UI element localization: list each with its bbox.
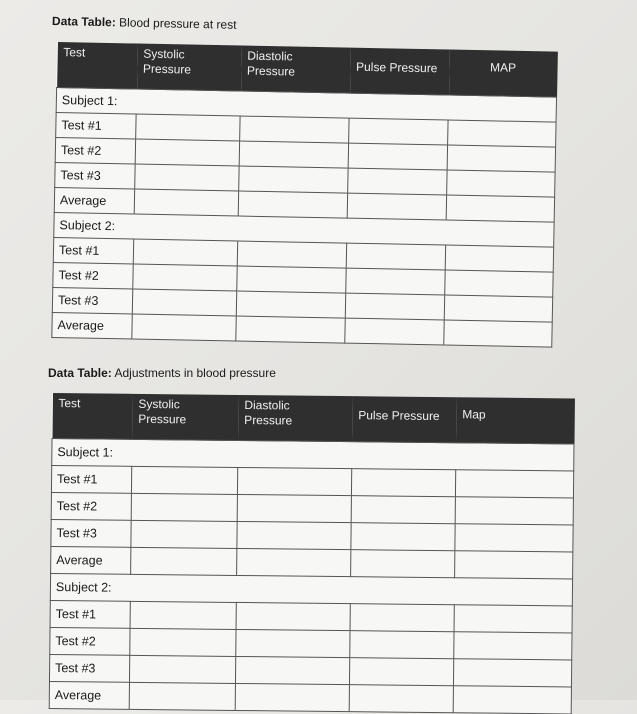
row-label: Test #2 (55, 137, 135, 164)
data-entry-cell[interactable] (455, 551, 573, 579)
data-entry-cell[interactable] (348, 168, 447, 195)
caption-2-bold: Data Table: (48, 366, 112, 380)
header-row (52, 393, 574, 444)
caption-1-bold: Data Table: (51, 14, 116, 30)
column-header: Systolic Pressure (132, 394, 238, 441)
data-entry-cell[interactable] (131, 547, 237, 575)
row-label: Test #1 (51, 466, 131, 494)
data-entry-cell[interactable] (237, 521, 351, 549)
data-entry-cell[interactable] (348, 143, 447, 170)
column-header: Diastolic Pressure (241, 46, 351, 94)
table-blood-pressure-at-rest (51, 42, 558, 348)
data-entry-cell[interactable] (445, 245, 553, 272)
table-adjustments-in-blood-pressure (49, 393, 575, 714)
data-entry-cell[interactable] (349, 658, 453, 686)
row-label: Test #3 (51, 519, 131, 547)
row-label: Test #3 (52, 287, 132, 314)
row-label: Average (51, 546, 131, 574)
data-entry-cell[interactable] (238, 191, 347, 218)
data-entry-cell[interactable] (132, 314, 236, 341)
row-label: Test #1 (56, 112, 136, 139)
data-entry-cell[interactable] (351, 550, 455, 578)
data-entry-cell[interactable] (455, 470, 573, 498)
data-entry-cell[interactable] (347, 193, 446, 220)
data-entry-cell[interactable] (454, 605, 572, 633)
row-label: Test #3 (49, 654, 129, 682)
column-header: MAP (449, 50, 558, 98)
data-entry-cell[interactable] (135, 164, 239, 191)
data-entry-cell[interactable] (349, 685, 453, 713)
data-entry-cell[interactable] (236, 629, 350, 657)
data-entry-cell[interactable] (237, 467, 351, 495)
data-entry-cell[interactable] (129, 682, 235, 710)
table-2-caption (48, 366, 276, 380)
data-entry-cell[interactable] (447, 170, 555, 197)
data-entry-cell[interactable] (345, 318, 444, 345)
data-entry-cell[interactable] (135, 139, 239, 166)
data-entry-cell[interactable] (133, 264, 237, 291)
row-label: Test #2 (51, 492, 131, 520)
row-label: Subject 2: (54, 212, 554, 247)
column-header: Test (52, 393, 132, 439)
data-entry-cell[interactable] (351, 469, 455, 497)
row-label: Test #3 (55, 162, 135, 189)
data-entry-cell[interactable] (345, 293, 444, 320)
data-entry-cell[interactable] (134, 189, 238, 216)
row-label: Average (49, 681, 129, 709)
data-entry-cell[interactable] (455, 497, 573, 525)
data-entry-cell[interactable] (237, 494, 351, 522)
data-entry-cell[interactable] (236, 602, 350, 630)
data-entry-cell[interactable] (239, 141, 348, 168)
data-entry-cell[interactable] (236, 316, 345, 343)
data-entry-cell[interactable] (447, 145, 555, 172)
data-entry-cell[interactable] (454, 632, 572, 660)
data-entry-cell[interactable] (351, 523, 455, 551)
data-entry-cell[interactable] (130, 628, 236, 656)
data-entry-cell[interactable] (235, 656, 349, 684)
column-header: Systolic Pressure (137, 44, 242, 91)
row-label: Test #2 (50, 627, 130, 655)
column-header: Pulse Pressure (352, 396, 456, 443)
column-header: Diastolic Pressure (238, 395, 352, 442)
data-entry-cell[interactable] (237, 548, 351, 576)
column-header: Test (57, 42, 138, 89)
data-entry-cell[interactable] (346, 243, 445, 270)
data-entry-cell[interactable] (349, 118, 448, 145)
data-entry-cell[interactable] (129, 655, 235, 683)
table-1-caption (52, 14, 237, 32)
row-label: Test #1 (53, 237, 133, 264)
data-entry-cell[interactable] (351, 496, 455, 524)
column-header: Map (456, 397, 574, 444)
data-entry-cell[interactable] (445, 270, 553, 297)
row-label: Subject 2: (50, 573, 572, 605)
data-entry-cell[interactable] (237, 266, 346, 293)
data-entry-cell[interactable] (133, 239, 237, 266)
data-entry-cell[interactable] (444, 320, 552, 347)
data-entry-cell[interactable] (446, 195, 554, 222)
data-entry-cell[interactable] (237, 241, 346, 268)
caption-2-text: Adjustments in blood pressure (111, 366, 276, 380)
row-label: Average (54, 187, 134, 214)
data-entry-cell[interactable] (132, 289, 236, 316)
data-entry-cell[interactable] (239, 166, 348, 193)
data-entry-cell[interactable] (236, 291, 345, 318)
data-entry-cell[interactable] (346, 268, 445, 295)
data-entry-cell[interactable] (350, 631, 454, 659)
data-entry-cell[interactable] (453, 659, 571, 687)
data-entry-cell[interactable] (235, 683, 349, 711)
data-entry-cell[interactable] (136, 114, 240, 141)
row-label: Test #1 (50, 600, 130, 628)
data-entry-cell[interactable] (131, 493, 237, 521)
caption-1-text: Blood pressure at rest (115, 15, 237, 32)
data-entry-cell[interactable] (240, 116, 349, 143)
row-label: Test #2 (53, 262, 133, 289)
row-label: Subject 1: (52, 439, 574, 471)
table-row (49, 681, 571, 713)
data-entry-cell[interactable] (350, 604, 454, 632)
data-entry-cell[interactable] (130, 601, 236, 629)
row-label: Subject 1: (56, 88, 556, 123)
data-entry-cell[interactable] (131, 520, 237, 548)
data-entry-cell[interactable] (444, 295, 552, 322)
data-entry-cell[interactable] (131, 466, 237, 494)
data-entry-cell[interactable] (448, 120, 556, 147)
row-label: Average (52, 312, 132, 339)
data-entry-cell[interactable] (455, 524, 573, 552)
column-header: Pulse Pressure (350, 48, 450, 95)
